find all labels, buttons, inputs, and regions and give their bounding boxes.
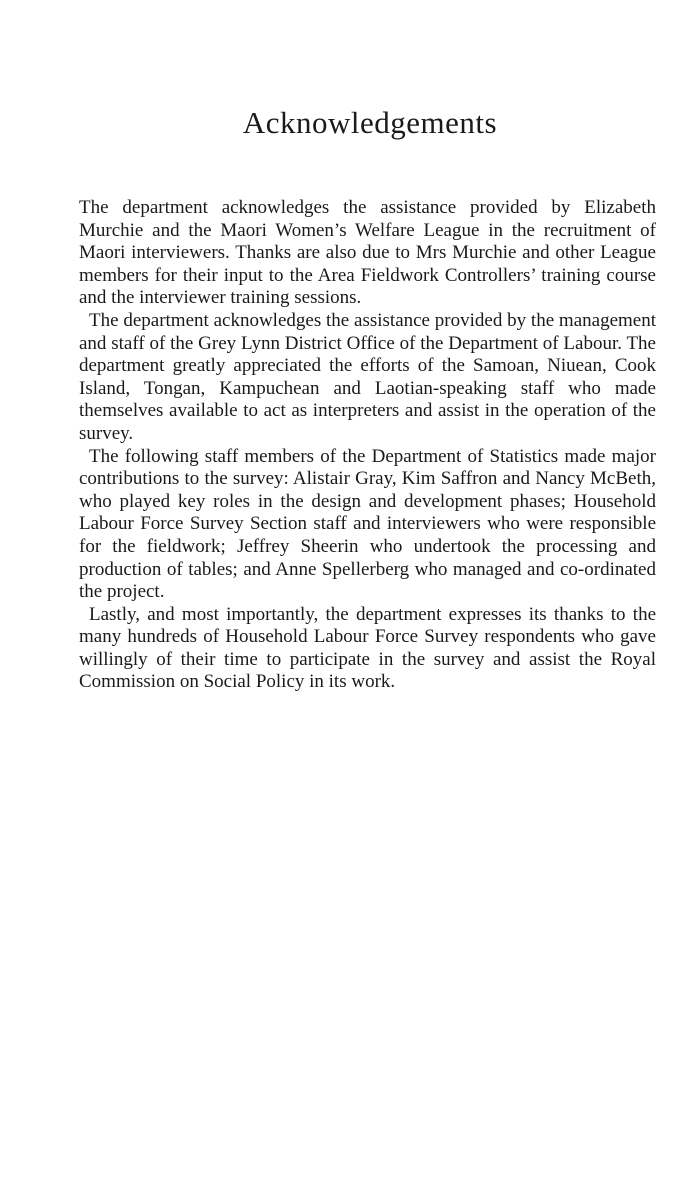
paragraph-respondents-thanks: Lastly, and most importantly, the department expresses its thanks to the many hundreds of Household Labour Force Survey respondents who gave willingly of their time to participate in the survey and assist the Royal Commission on Social Policy in its work. xyxy=(79,603,656,693)
paragraph-department-of-labour: The department acknowledges the assistance provided by the management and staff of the Grey Lynn District Office of the Department of Labour. The department greatly appreciated the efforts of the Samoan, Niuean, Cook Island, Tongan, Kampuchean and Laotian-speaking staff who made themselves available to act as interpreters and assist in the operation of the survey. xyxy=(79,309,656,444)
body-text xyxy=(79,197,656,694)
paragraph-league-recruitment: The department acknowledges the assistance provided by Elizabeth Murchie and the Maori Women’s Welfare League in the recruitment of Maori interviewers. Thanks are also due to Mrs Murchie and other League members for their input to the Area Fieldwork Controllers’ training course and the interviewer training sessions. xyxy=(79,197,656,309)
paragraph-statistics-staff: The following staff members of the Department of Statistics made major contributions to the survey: Alistair Gray, Kim Saffron and Nancy McBeth, who played key roles in the design and development phases; Household Labour Force Survey Section staff and interviewers who were responsible for the fieldwork; Jeffrey Sheerin who undertook the processing and production of tables; and Anne Spellerberg who managed and co-ordinated the project. xyxy=(79,445,656,603)
page-title: Acknowledgements xyxy=(242,105,498,140)
